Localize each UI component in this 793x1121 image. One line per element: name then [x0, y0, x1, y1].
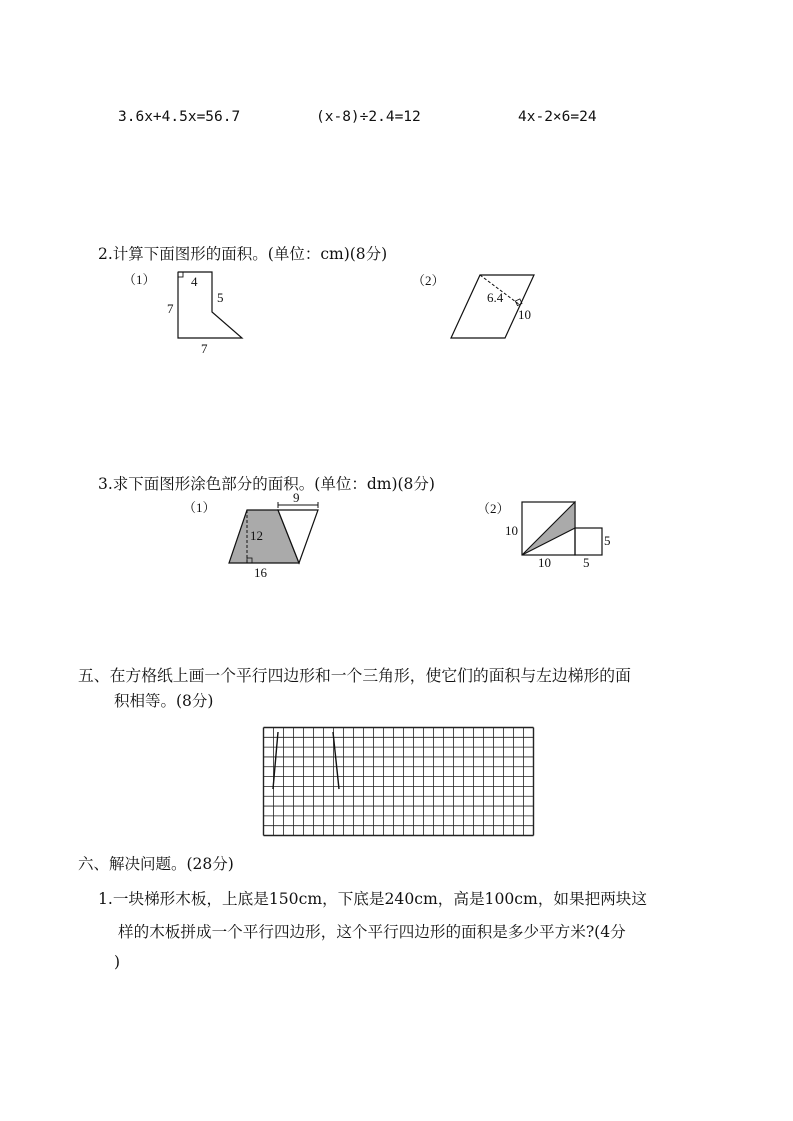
- grid-paper[interactable]: [263, 727, 533, 837]
- q2-fig2-dim-side: 10: [518, 307, 531, 322]
- q2-fig1-dim-top: 4: [191, 274, 198, 289]
- section5-title-line2: 积相等。(8分): [114, 692, 214, 710]
- section5-title-line1: 五、在方格纸上画一个平行四边形和一个三角形，使它们的面积与左边梯形的面: [78, 666, 631, 685]
- section6-p1-line1: 1.一块梯形木板，上底是150cm，下底是240cm，高是100cm，如果把两块这: [98, 890, 647, 908]
- q3-fig1-label: （1）: [183, 500, 216, 515]
- equation-2: (x-8)÷2.4=12: [316, 109, 421, 125]
- section6-p1-line3: ): [114, 953, 121, 971]
- q3-fig1-dim-bottom: 16: [254, 565, 267, 580]
- q3-fig2-dim-left: 10: [505, 523, 518, 538]
- q3-fig2-dim-bottom-big: 10: [538, 555, 551, 570]
- section6-p1-line2: 样的木板拼成一个平行四边形，这个平行四边形的面积是多少平方米?(4分: [118, 923, 626, 941]
- section6-title: 六、解决问题。(28分): [78, 855, 234, 873]
- q3-fig1-dim-height: 12: [250, 528, 263, 543]
- equation-1: 3.6x+4.5x=56.7: [118, 109, 241, 125]
- q2-fig1-label: （1）: [123, 272, 156, 287]
- q2-fig1-dim-right: 5: [217, 290, 224, 305]
- q3-fig2-dim-right: 5: [604, 533, 611, 548]
- q2-fig2-dim-height: 6.4: [487, 290, 504, 305]
- q3-title: 3.求下面图形涂色部分的面积。(单位：dm)(8分): [98, 475, 435, 493]
- q2-fig1-dim-left: 7: [167, 301, 174, 316]
- q3-fig2-label: （2）: [477, 501, 510, 516]
- equation-3: 4x-2×6=24: [518, 109, 597, 125]
- q3-fig1-dim-top: 9: [293, 490, 300, 505]
- q2-title: 2.计算下面图形的面积。(单位：cm)(8分): [98, 245, 388, 263]
- q2-fig1-dim-bottom: 7: [201, 341, 208, 356]
- q3-fig2-dim-bottom-small: 5: [583, 555, 590, 570]
- q2-fig2-label: （2）: [412, 273, 445, 288]
